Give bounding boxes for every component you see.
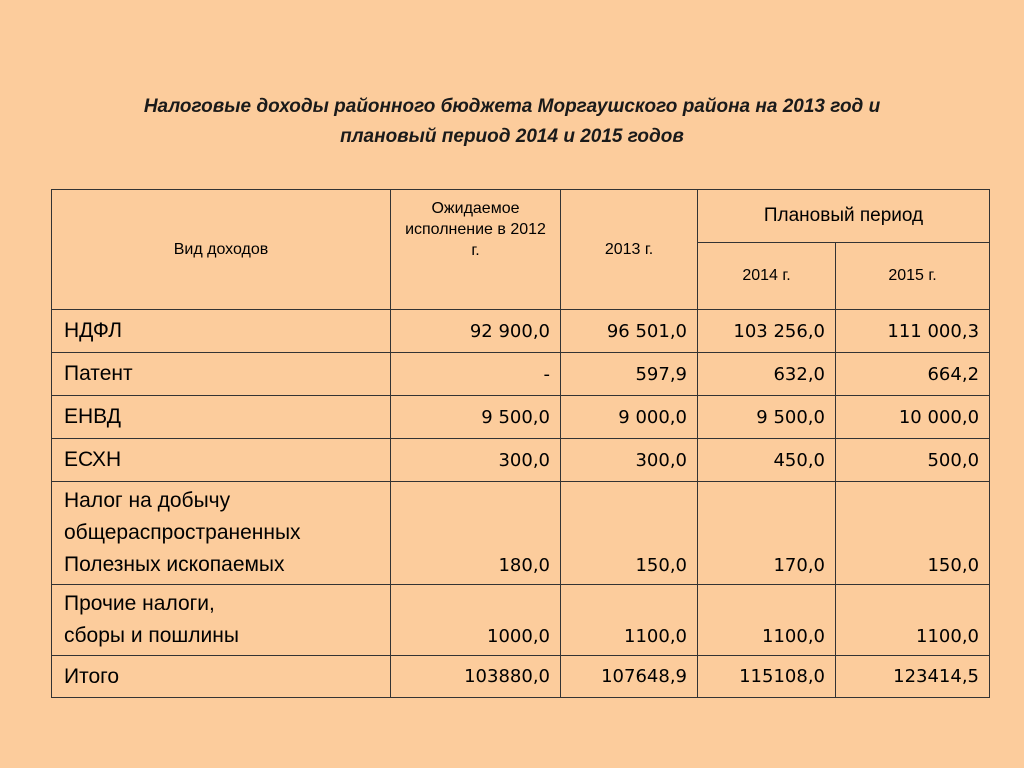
cell-value: 180,0 [391, 482, 561, 585]
cell-value: 92 900,0 [391, 310, 561, 353]
page-title [40, 92, 984, 152]
header-income-type: Вид доходов [52, 190, 391, 310]
table-row [52, 482, 990, 585]
cell-value: 300,0 [561, 439, 698, 482]
cell-value: 103 256,0 [698, 310, 836, 353]
cell-value: 500,0 [836, 439, 990, 482]
header-2014: 2014 г. [698, 243, 836, 310]
cell-value: 103880,0 [391, 656, 561, 698]
row-label-line: Налог на добычу [64, 489, 231, 512]
cell-value: 632,0 [698, 353, 836, 396]
cell-value: - [391, 353, 561, 396]
row-label: Итого [52, 656, 391, 698]
row-label: ЕСХН [52, 439, 391, 482]
row-label-line: сборы и пошлины [64, 624, 239, 647]
cell-value: 9 500,0 [698, 396, 836, 439]
row-label: НДФЛ [52, 310, 391, 353]
cell-value: 115108,0 [698, 656, 836, 698]
cell-value: 450,0 [698, 439, 836, 482]
cell-value: 597,9 [561, 353, 698, 396]
row-label [52, 482, 391, 585]
table-row [52, 585, 990, 656]
cell-value: 107648,9 [561, 656, 698, 698]
header-planned-period: Плановый период [698, 190, 990, 243]
cell-value: 300,0 [391, 439, 561, 482]
cell-value: 170,0 [698, 482, 836, 585]
tax-revenue-table [51, 189, 990, 698]
table-row [52, 439, 990, 482]
row-label-line: Прочие налоги, [64, 592, 215, 615]
cell-value: 1100,0 [836, 585, 990, 656]
header-expected-2012: Ожидаемое исполнение в 2012 г. [391, 190, 561, 310]
cell-value: 9 500,0 [391, 396, 561, 439]
row-label-line: общераспространенных [64, 521, 301, 544]
table-row [52, 310, 990, 353]
cell-value: 96 501,0 [561, 310, 698, 353]
cell-value: 10 000,0 [836, 396, 990, 439]
cell-value: 1000,0 [391, 585, 561, 656]
row-label: Патент [52, 353, 391, 396]
title-line-1: Налоговые доходы районного бюджета Моргаушского района на 2013 год и [143, 96, 881, 117]
cell-value: 664,2 [836, 353, 990, 396]
table-row-total [52, 656, 990, 698]
header-2015: 2015 г. [836, 243, 990, 310]
cell-value: 111 000,3 [836, 310, 990, 353]
row-label: ЕНВД [52, 396, 391, 439]
title-line-2: плановый период 2014 и 2015 годов [340, 126, 684, 147]
cell-value: 150,0 [561, 482, 698, 585]
table-row [52, 353, 990, 396]
table-row [52, 396, 990, 439]
row-label-line: Полезных ископаемых [64, 553, 285, 576]
cell-value: 150,0 [836, 482, 990, 585]
cell-value: 9 000,0 [561, 396, 698, 439]
cell-value: 1100,0 [561, 585, 698, 656]
header-2013: 2013 г. [561, 190, 698, 310]
cell-value: 123414,5 [836, 656, 990, 698]
cell-value: 1100,0 [698, 585, 836, 656]
row-label [52, 585, 391, 656]
